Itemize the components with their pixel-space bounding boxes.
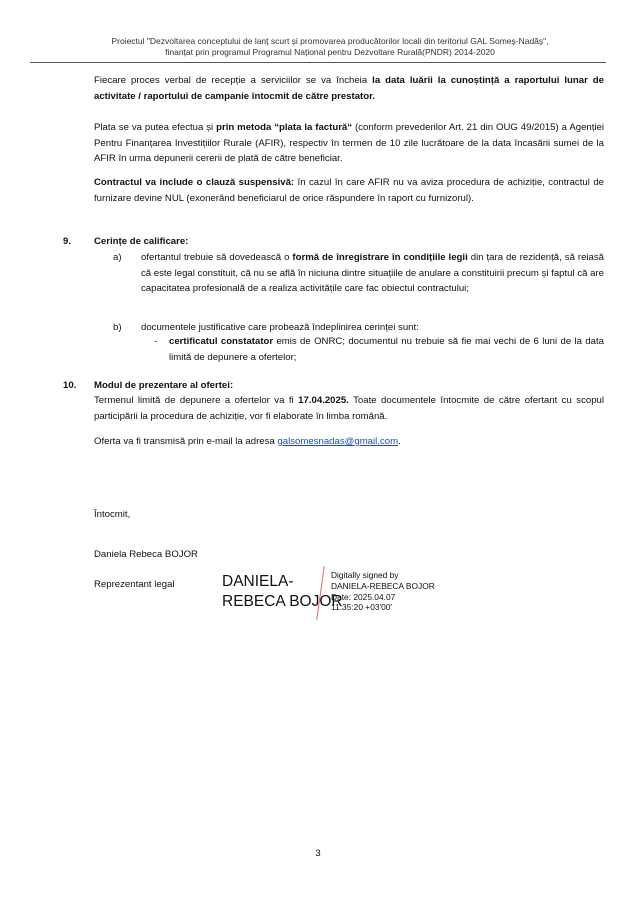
signature-name-line-2: REBECA BOJOR [222, 593, 343, 610]
item-a-text-3: din țara de rezidență, să reiasă că este legal constituit, că nu se află în niciuna dintre situațiile de anulare a constituirii precum și faptul că are capacitatea profesională de a realiza activitățile care fac obiectul contractului; [141, 252, 605, 294]
signature-info-3: Date: 2025.04.07 [331, 591, 396, 602]
certificate-text: emis de ONRC; documentul nu trebuie să fie mai vechi de 6 luni de la data limită de depunere a ofertelor; [169, 336, 604, 363]
signature-info-1: Digitally signed by [331, 570, 399, 580]
header-line-2: finanțat prin programul Programul Național pentru Dezvoltare Rurală(PNDR) 2014-2020 [165, 47, 495, 57]
paragraph-reception [94, 73, 604, 104]
reception-text: Fiecare proces verbal de recepție a serviciilor se va încheia [94, 75, 373, 86]
deadline-text-c: Toate documentele întocmite de către ofertant cu scopul participării la procedura de achiziție, vor fi elaborate în limba română. [94, 395, 604, 422]
bullet-certificate [169, 334, 604, 365]
signature-info-2: DANIELA-REBECA BOJOR [331, 580, 435, 591]
certificate-bold: certificatul constatator [169, 336, 274, 347]
email-link[interactable]: galsomesnadas@gmail.com [277, 436, 399, 447]
page-header [30, 36, 630, 58]
page-number: 3 [315, 848, 321, 859]
item-b-marker: b) [113, 322, 122, 333]
deadline-text-a: Termenul limită de depunere a ofertelor va fi [94, 395, 299, 406]
item-a-text-1: ofertantul trebuie să dovedească o [141, 252, 293, 263]
payment-text-a: Plata se va putea efectua și [94, 122, 217, 133]
signer-name: Daniela Rebeca BOJOR [94, 549, 198, 560]
payment-text-c: (conform prevederilor Art. 21 din OUG 49/2015) a Agenției Pentru Finanțarea Investițiilor Rurale (AFIR), respectiv în termen de 10 zile lucrătoare de la data încasării sumei de la AFIR în urma depunerii cererii de plată de către beneficiar. [94, 122, 605, 164]
paragraph-deadline [94, 393, 604, 424]
paragraph-suspensive-clause [94, 175, 604, 206]
deadline-date: 17.04.2025. [298, 395, 349, 406]
item-a-text [141, 250, 604, 297]
section-9-number: 9. [63, 236, 72, 247]
payment-method-bold: prin metoda “plata la factură“ [216, 122, 353, 133]
reception-bold: la data luării la cunoștință a raportului lunar de activitate / raportului de campanie întocmit de către prestator. [94, 75, 604, 102]
item-a-marker: a) [113, 252, 122, 263]
email-text: Oferta va fi transmisă prin e-mail la adresa [94, 436, 278, 447]
signature-name-line-1: DANIELA- [222, 573, 294, 590]
header-line-1: Proiectul "Dezvoltarea conceptului de lanț scurt și promovarea producătorilor locali din teritoriul GAL Someș-Nadăș", [111, 36, 549, 46]
bullet-marker: - [154, 336, 158, 347]
paragraph-email [94, 434, 604, 450]
email-period: . [398, 436, 401, 447]
item-b-text: documentele justificative care probează îndeplinirea cerinței sunt: [141, 322, 419, 333]
section-10-number: 10. [63, 380, 77, 391]
header-divider [30, 62, 606, 63]
item-a-bold: formă de înregistrare în condițiile legii [292, 252, 468, 263]
signer-role: Reprezentant legal [94, 579, 175, 590]
paragraph-payment [94, 120, 604, 167]
prepared-label: Întocmit, [94, 509, 131, 520]
suspensive-clause-text: în cazul în care AFIR nu va aviza procedura de achiziție, contractul de furnizare devine NUL (exonerând beneficiarul de orice răspundere în raport cu furnizorul). [94, 177, 604, 204]
suspensive-clause-bold: Contractul va include o clauză suspensivă: [94, 177, 295, 188]
section-9-title: Cerințe de calificare: [94, 236, 189, 247]
section-10-title: Modul de prezentare al ofertei: [94, 380, 234, 391]
digital-signature-info [331, 570, 435, 613]
signature-info-4: 11:35:20 +03'00' [331, 602, 393, 613]
